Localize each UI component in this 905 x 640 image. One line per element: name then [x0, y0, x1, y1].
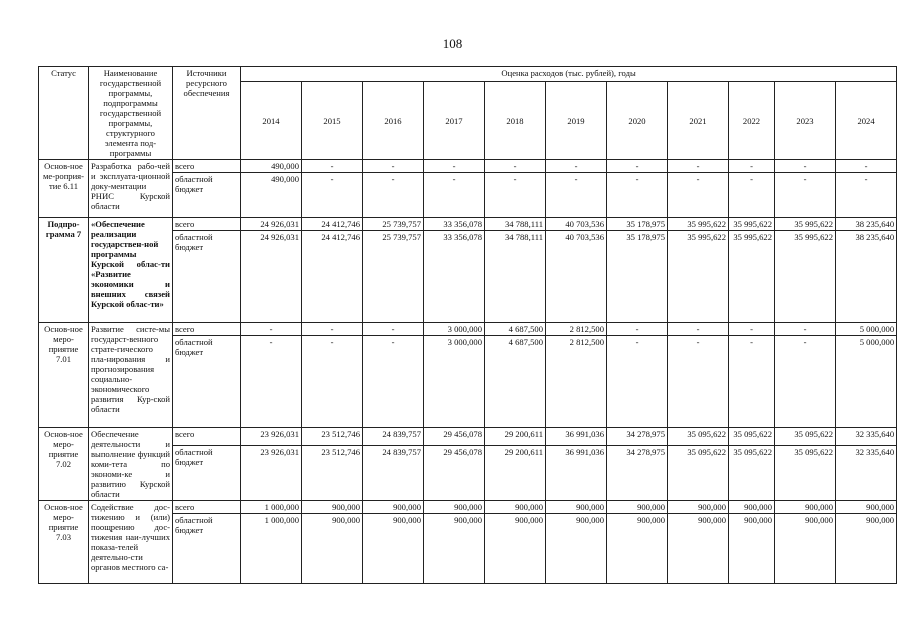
- row-value: 24 926,031: [241, 231, 302, 323]
- row-value: -: [241, 336, 302, 428]
- row-name: Развитие систе-мы государст-венного страте-гического пла-нирования и прогнозирования социально-экономического развития Кур-ской области: [89, 323, 173, 428]
- row-value: 900,000: [424, 501, 485, 514]
- row-value: 2 812,500: [546, 323, 607, 336]
- expense-table: [38, 66, 897, 584]
- header-year: 2024: [836, 82, 897, 160]
- row-source: областной бюджет: [173, 173, 241, 218]
- row-value: 38 235,640: [836, 218, 897, 231]
- row-value: 490,000: [241, 160, 302, 173]
- row-value: 35 995,622: [729, 218, 775, 231]
- row-value: -: [775, 160, 836, 173]
- row-value: -: [241, 323, 302, 336]
- row-name: Обеспечение деятельности и выполнение функций коми-тета по экономи-ке и развитию Курской области: [89, 428, 173, 501]
- row-value: 35 995,622: [668, 218, 729, 231]
- row-source: областной бюджет: [173, 231, 241, 323]
- row-source: областной бюджет: [173, 514, 241, 584]
- row-value: 4 687,500: [485, 323, 546, 336]
- row-value: 900,000: [729, 501, 775, 514]
- row-value: -: [485, 173, 546, 218]
- row-value: 3 000,000: [424, 336, 485, 428]
- row-value: -: [363, 173, 424, 218]
- header-year: 2020: [607, 82, 668, 160]
- row-source: всего: [173, 218, 241, 231]
- header-year: 2015: [302, 82, 363, 160]
- row-value: 32 335,640: [836, 446, 897, 501]
- row-value: -: [729, 323, 775, 336]
- row-value: -: [363, 336, 424, 428]
- row-status: Основ-ное меро-приятие 7.03: [39, 501, 89, 584]
- row-value: -: [836, 173, 897, 218]
- row-value: 23 926,031: [241, 446, 302, 501]
- row-value: -: [668, 173, 729, 218]
- row-value: -: [729, 336, 775, 428]
- row-value: 40 703,536: [546, 218, 607, 231]
- row-value: 900,000: [668, 514, 729, 584]
- row-value: 24 839,757: [363, 446, 424, 501]
- page-number: 108: [442, 36, 463, 51]
- row-value: 32 335,640: [836, 428, 897, 446]
- row-value: -: [302, 323, 363, 336]
- row-value: -: [729, 173, 775, 218]
- row-value: 29 456,078: [424, 446, 485, 501]
- row-value: 35 995,622: [775, 218, 836, 231]
- row-value: 40 703,536: [546, 231, 607, 323]
- row-value: 35 095,622: [668, 428, 729, 446]
- row-value: -: [302, 336, 363, 428]
- header-year: 2022: [729, 82, 775, 160]
- row-name: «Обеспечение реализации государствен-ной программы Курской облас-ти «Развитие экономики и внешних связей Курской облас-ти»: [89, 218, 173, 323]
- row-value: -: [775, 323, 836, 336]
- row-value: 900,000: [302, 514, 363, 584]
- row-value: 900,000: [363, 501, 424, 514]
- row-source: всего: [173, 160, 241, 173]
- row-value: -: [485, 160, 546, 173]
- row-source: всего: [173, 501, 241, 514]
- header-year: 2017: [424, 82, 485, 160]
- row-value: -: [302, 173, 363, 218]
- header-costs: Оценка расходов (тыс. рублей), годы: [241, 67, 897, 82]
- row-value: -: [668, 160, 729, 173]
- row-value: -: [424, 160, 485, 173]
- row-status: Основ-ное меро-приятие 7.02: [39, 428, 89, 501]
- row-value: 29 456,078: [424, 428, 485, 446]
- row-value: -: [607, 323, 668, 336]
- row-value: 35 095,622: [729, 446, 775, 501]
- header-name: Наименование государственной программы, подпрограммы государственной программы, структурного элемента под-программы: [89, 67, 173, 160]
- row-source: всего: [173, 323, 241, 336]
- row-value: 1 000,000: [241, 514, 302, 584]
- row-source: всего: [173, 428, 241, 446]
- row-source: областной бюджет: [173, 446, 241, 501]
- row-value: 900,000: [607, 501, 668, 514]
- row-value: 36 991,036: [546, 446, 607, 501]
- row-status: Подпро-грамма 7: [39, 218, 89, 323]
- row-value: -: [607, 160, 668, 173]
- row-value: 900,000: [424, 514, 485, 584]
- row-value: 5 000,000: [836, 323, 897, 336]
- row-value: -: [546, 160, 607, 173]
- row-value: 35 095,622: [775, 428, 836, 446]
- row-value: 34 278,975: [607, 446, 668, 501]
- row-value: 900,000: [485, 501, 546, 514]
- header-year: 2019: [546, 82, 607, 160]
- row-value: 29 200,611: [485, 428, 546, 446]
- row-value: -: [729, 160, 775, 173]
- row-value: -: [424, 173, 485, 218]
- row-value: 24 926,031: [241, 218, 302, 231]
- header-year: 2023: [775, 82, 836, 160]
- row-value: 34 788,111: [485, 231, 546, 323]
- row-value: 29 200,611: [485, 446, 546, 501]
- row-value: 35 095,622: [775, 446, 836, 501]
- header-year: 2021: [668, 82, 729, 160]
- row-value: -: [546, 173, 607, 218]
- row-value: 34 788,111: [485, 218, 546, 231]
- row-value: 33 356,078: [424, 231, 485, 323]
- table-row: [39, 218, 897, 231]
- row-source: областной бюджет: [173, 336, 241, 428]
- row-value: 23 926,031: [241, 428, 302, 446]
- row-value: -: [836, 160, 897, 173]
- row-value: 900,000: [546, 501, 607, 514]
- row-value: 900,000: [775, 501, 836, 514]
- row-status: Основ-ное ме-роприя-тие 6.11: [39, 160, 89, 218]
- row-value: 36 991,036: [546, 428, 607, 446]
- row-value: 900,000: [546, 514, 607, 584]
- table-row: [39, 323, 897, 336]
- row-status: Основ-ное меро-приятие 7.01: [39, 323, 89, 428]
- row-value: 5 000,000: [836, 336, 897, 428]
- row-value: 900,000: [836, 501, 897, 514]
- row-value: 38 235,640: [836, 231, 897, 323]
- row-value: 23 512,746: [302, 446, 363, 501]
- row-value: 35 995,622: [729, 231, 775, 323]
- row-value: -: [607, 173, 668, 218]
- row-value: 2 812,500: [546, 336, 607, 428]
- row-value: 25 739,757: [363, 231, 424, 323]
- row-value: 24 839,757: [363, 428, 424, 446]
- row-value: 34 278,975: [607, 428, 668, 446]
- table-header: [39, 67, 897, 160]
- row-value: -: [775, 336, 836, 428]
- row-value: 1 000,000: [241, 501, 302, 514]
- row-value: -: [668, 323, 729, 336]
- row-value: 23 512,746: [302, 428, 363, 446]
- row-value: 900,000: [607, 514, 668, 584]
- row-value: 35 095,622: [729, 428, 775, 446]
- row-value: 35 095,622: [668, 446, 729, 501]
- header-status: Статус: [39, 67, 89, 160]
- row-value: 25 739,757: [363, 218, 424, 231]
- row-value: 35 995,622: [668, 231, 729, 323]
- row-value: 24 412,746: [302, 218, 363, 231]
- table-row: [39, 160, 897, 173]
- row-value: -: [363, 323, 424, 336]
- table-row: [39, 501, 897, 514]
- row-value: 900,000: [775, 514, 836, 584]
- row-value: -: [302, 160, 363, 173]
- row-value: 33 356,078: [424, 218, 485, 231]
- row-value: 900,000: [363, 514, 424, 584]
- row-value: 35 995,622: [775, 231, 836, 323]
- row-value: 900,000: [668, 501, 729, 514]
- row-value: 3 000,000: [424, 323, 485, 336]
- header-year: 2014: [241, 82, 302, 160]
- row-value: -: [775, 173, 836, 218]
- row-value: 900,000: [729, 514, 775, 584]
- row-name: Содействие дос-тижению и (или) поощрению дос-тижения наи-лучших показа-телей деятельно-сти органов местного са-: [89, 501, 173, 584]
- row-value: 35 178,975: [607, 231, 668, 323]
- row-value: 900,000: [302, 501, 363, 514]
- row-value: 900,000: [485, 514, 546, 584]
- row-value: 490,000: [241, 173, 302, 218]
- row-value: 900,000: [836, 514, 897, 584]
- row-value: 35 178,975: [607, 218, 668, 231]
- header-year: 2018: [485, 82, 546, 160]
- table-body: [39, 160, 897, 584]
- row-value: 24 412,746: [302, 231, 363, 323]
- row-value: 4 687,500: [485, 336, 546, 428]
- header-sources: Источники ресурсного обеспечения: [173, 67, 241, 160]
- row-name: Разработка рабо-чей и эксплуата-ционной доку-ментации РНИС Курской области: [89, 160, 173, 218]
- row-value: -: [363, 160, 424, 173]
- row-value: -: [607, 336, 668, 428]
- header-year: 2016: [363, 82, 424, 160]
- table-row: [39, 428, 897, 446]
- row-value: -: [668, 336, 729, 428]
